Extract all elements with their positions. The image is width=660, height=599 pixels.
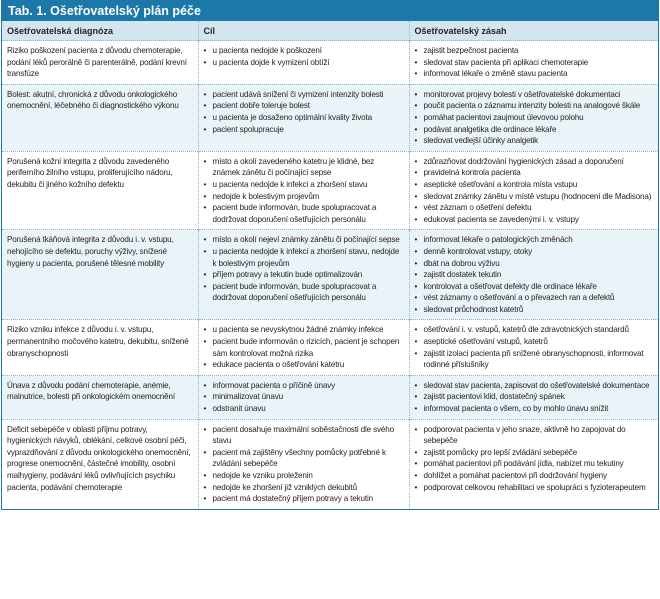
goal-cell bbox=[198, 230, 409, 320]
list-item: • u pacienta nedojde k infekci a zhoršení stavu bbox=[204, 179, 404, 191]
list-item: • nedojde ke zhoršení již vzniklých dekubitů bbox=[204, 482, 404, 494]
list-item: • místo a okolí nejeví známky zánětu či počínající sepse bbox=[204, 234, 404, 246]
goal-cell bbox=[198, 41, 409, 85]
list-item: • sledovat stav pacienta, zapisovat do ošetřovatelské dokumentace bbox=[415, 380, 654, 392]
list-item: • informovat lékaře o patologických změnách bbox=[415, 234, 654, 246]
intervention-list bbox=[415, 89, 654, 147]
list-item: • monitorovat projevy bolesti v ošetřovatelské dokumentaci bbox=[415, 89, 654, 101]
goal-cell bbox=[198, 320, 409, 375]
list-item: • zdůrazňovat dodržování hygienických zásad a doporučení bbox=[415, 156, 654, 168]
list-item: • příjem potravy a tekutin bude optimalizován bbox=[204, 269, 404, 281]
list-item: • pacient bude informován o rizicích, pacient je schopen sám kontrolovat možná rizika bbox=[204, 336, 404, 359]
care-plan-table bbox=[1, 0, 659, 510]
list-item: • nedojde k bolestivým projevům bbox=[204, 191, 404, 203]
list-item: • aseptické ošetřování vstupů, katetrů bbox=[415, 336, 654, 348]
intervention-list bbox=[415, 156, 654, 226]
list-item: • u pacienta nedojde k poškození bbox=[204, 45, 404, 57]
intervention-cell bbox=[409, 84, 658, 151]
list-item: • pacient udává snížení či vymizení intenzity bolesti bbox=[204, 89, 404, 101]
list-item: • podporovat celkovou rehabilitaci ve spolupráci s fyzioterapeutem bbox=[415, 482, 654, 494]
diagnosis-cell: Deficit sebepéče v oblasti příjmu potravy, hygienických návyků, oblékání, celkové osobní péči, vyprazdňování z důvodu onkologického onemocnění, progrese onemocnění, částečné imobility, osobní malhygieny, podávání léků ovlivňujících psychiku pacienta, podávání chemoterapie bbox=[2, 419, 198, 509]
list-item: • pomáhat pacientovi zaujmout úlevovou polohu bbox=[415, 112, 654, 124]
table-row bbox=[2, 419, 658, 509]
intervention-list bbox=[415, 45, 654, 80]
list-item: • sledovat průchodnost katetrů bbox=[415, 304, 654, 316]
diagnosis-cell: Porušená tkáňová integrita z důvodu i. v. vstupu, nehojícího se defektu, poruchy výživy, snížené hygieny u pacienta, porušené tělesné mobility bbox=[2, 230, 198, 320]
list-item: • sledovat známky zánětu v místě vstupu (hodnocení dle Madisona) bbox=[415, 191, 654, 203]
table-row bbox=[2, 230, 658, 320]
list-item: • aseptické ošetřování a kontrola místa vstupu bbox=[415, 179, 654, 191]
list-item: • sledovat stav pacienta při aplikaci chemoterapie bbox=[415, 57, 654, 69]
goal-cell bbox=[198, 84, 409, 151]
list-item: • pomáhat pacientovi při podávání jídla, nabízet mu tekutiny bbox=[415, 458, 654, 470]
header-intervention: Ošetřovatelský zásah bbox=[409, 21, 658, 41]
list-item: • informovat pacienta o příčině únavy bbox=[204, 380, 404, 392]
list-item: • vést záznamy o ošetřování a o převazech ran a defektů bbox=[415, 292, 654, 304]
table-row bbox=[2, 151, 658, 230]
intervention-cell bbox=[409, 375, 658, 419]
list-item: • zajistit dostatek tekutin bbox=[415, 269, 654, 281]
goal-list bbox=[204, 89, 404, 135]
goal-list bbox=[204, 380, 404, 415]
intervention-cell bbox=[409, 41, 658, 85]
list-item: • u pacienta je dosaženo optimální kvality života bbox=[204, 112, 404, 124]
intervention-list bbox=[415, 424, 654, 494]
list-item: • denně kontrolovat vstupy, otoky bbox=[415, 246, 654, 258]
diagnosis-cell: Únava z důvodu podání chemoterapie, anémie, malnutrice, bolesti při onkologickém onemocnění bbox=[2, 375, 198, 419]
list-item: • pacient dosahuje maximální soběstačnosti dle svého stavu bbox=[204, 424, 404, 447]
header-diagnosis: Ošetřovatelská diagnóza bbox=[2, 21, 198, 41]
intervention-list bbox=[415, 234, 654, 315]
goal-cell bbox=[198, 419, 409, 509]
diagnosis-cell: Riziko poškození pacienta z důvodu chemoterapie, podání léků perorálně či parenterálně, podání krevní transfúze bbox=[2, 41, 198, 85]
table-row bbox=[2, 41, 658, 85]
list-item: • pacient spolupracuje bbox=[204, 124, 404, 136]
list-item: • odstranit únavu bbox=[204, 403, 404, 415]
list-item: • podporovat pacienta v jeho snaze, aktivně ho zapojovat do sebepéče bbox=[415, 424, 654, 447]
list-item: • vést záznam o ošetření defektu bbox=[415, 202, 654, 214]
goal-list bbox=[204, 234, 404, 304]
intervention-cell bbox=[409, 230, 658, 320]
list-item: • u pacienta nedojde k infekci a zhoršení stavu, nedojde k bolestivým projevům bbox=[204, 246, 404, 269]
list-item: • pacient má zajištěny všechny pomůcky potřebné k zvládání sebepéče bbox=[204, 447, 404, 470]
goal-list bbox=[204, 45, 404, 68]
table-row bbox=[2, 375, 658, 419]
list-item: • zajistit bezpečnost pacienta bbox=[415, 45, 654, 57]
goal-cell bbox=[198, 151, 409, 230]
list-item: • edukace pacienta o ošetřování katetru bbox=[204, 359, 404, 371]
list-item: • podávat analgetika dle ordinace lékaře bbox=[415, 124, 654, 136]
list-item: • nedojde ke vzniku proleženin bbox=[204, 470, 404, 482]
care-plan-grid bbox=[2, 21, 658, 509]
diagnosis-cell: Porušená kožní integrita z důvodu zavedeného periferního žilního vstupu, proliferujícího nádoru, dekubitu či jiného kožního defektu bbox=[2, 151, 198, 230]
header-row bbox=[2, 21, 658, 41]
list-item: • pravidelná kontrola pacienta bbox=[415, 167, 654, 179]
list-item: • pacient má dostatečný příjem potravy a tekutin bbox=[204, 493, 404, 505]
table-row bbox=[2, 320, 658, 375]
list-item: • místo a okolí zavedeného katetru je klidné, bez známek zánětu či počínající sepse bbox=[204, 156, 404, 179]
list-item: • pacient bude informován, bude spolupracovat a dodržovat doporučení ošetřujících personálu bbox=[204, 202, 404, 225]
table-body bbox=[2, 41, 658, 509]
list-item: • u pacienta se nevyskytnou žádné známky infekce bbox=[204, 324, 404, 336]
table-row bbox=[2, 84, 658, 151]
list-item: • zajistit pacientovi klid, dostatečný spánek bbox=[415, 391, 654, 403]
goal-list bbox=[204, 324, 404, 370]
intervention-list bbox=[415, 324, 654, 370]
header-goal: Cíl bbox=[198, 21, 409, 41]
list-item: • kontrolovat a ošetřovat defekty dle ordinace lékaře bbox=[415, 281, 654, 293]
list-item: • u pacienta dojde k vymizení obtíží bbox=[204, 57, 404, 69]
list-item: • informovat pacienta o všem, co by mohlo únavu snížit bbox=[415, 403, 654, 415]
list-item: • edukovat pacienta se zavedenými i. v. vstupy bbox=[415, 214, 654, 226]
goal-list bbox=[204, 424, 404, 505]
list-item: • poučit pacienta o záznamu intenzity bolesti na analogové škále bbox=[415, 100, 654, 112]
goal-cell bbox=[198, 375, 409, 419]
list-item: • ošetřování i. v. vstupů, katetrů dle zdravotnických standardů bbox=[415, 324, 654, 336]
list-item: • pacient bude informován, bude spolupracovat a dodržovat doporučení ošetřujících personálu bbox=[204, 281, 404, 304]
list-item: • minimalizovat únavu bbox=[204, 391, 404, 403]
diagnosis-cell: Bolest: akutní, chronická z důvodu onkologického onemocnění, léčebného či diagnostického výkonu bbox=[2, 84, 198, 151]
list-item: • zajistit pomůcky pro lepší zvládání sebepéče bbox=[415, 447, 654, 459]
intervention-cell bbox=[409, 419, 658, 509]
list-item: • sledovat vedlejší účinky analgetik bbox=[415, 135, 654, 147]
intervention-list bbox=[415, 380, 654, 415]
intervention-cell bbox=[409, 320, 658, 375]
intervention-cell bbox=[409, 151, 658, 230]
list-item: • informovat lékaře o změně stavu pacienta bbox=[415, 68, 654, 80]
list-item: • dbát na dobrou výživu bbox=[415, 258, 654, 270]
diagnosis-cell: Riziko vzniku infekce z důvodu i. v. vstupu, permanentního močového katetru, dekubitu, snížené obranyschopnosti bbox=[2, 320, 198, 375]
goal-list bbox=[204, 156, 404, 226]
list-item: • dohlížet a pomáhat pacientovi při dodržování hygieny bbox=[415, 470, 654, 482]
table-title: Tab. 1. Ošetřovatelský plán péče bbox=[2, 1, 658, 21]
list-item: • pacient dobře toleruje bolest bbox=[204, 100, 404, 112]
list-item: • zajistit izolaci pacienta při snížené obranyschopnosti, informovat rodinné příslušníky bbox=[415, 348, 654, 371]
